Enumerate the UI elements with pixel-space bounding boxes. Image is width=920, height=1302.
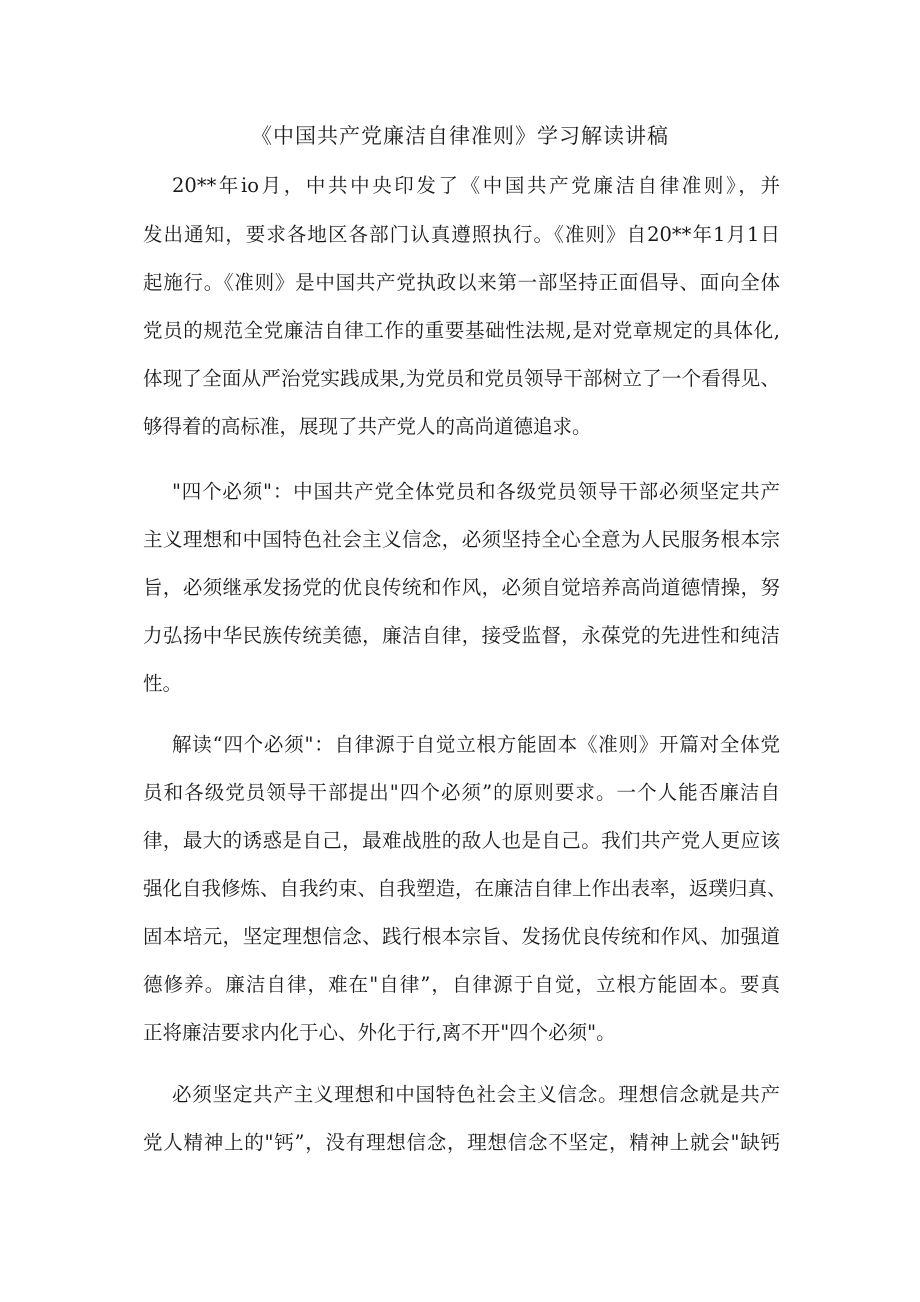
paragraph-3-line-2: 员和各级党员领导干部提出"四个必须”的原则要求。一个人能否廉洁自 bbox=[143, 781, 780, 804]
paragraph-1-line-4: 党员的规范全党廉洁自律工作的重要基础性法规,是对党章规定的具体化, bbox=[143, 319, 780, 342]
paragraph-4-line-2: 党人精神上的"钙”，没有理想信念，理想信念不坚定，精神上就会"缺钙 bbox=[143, 1131, 780, 1154]
paragraph-2-line-5: 性。 bbox=[143, 672, 183, 695]
paragraph-1-line-5: 体现了全面从严治党实践成果,为党员和党员领导干部树立了一个看得见、 bbox=[143, 367, 780, 390]
paragraph-2-line-2: 主义理想和中国特色社会主义信念，必须坚持全心全意为人民服务根本宗 bbox=[143, 528, 780, 551]
paragraph-1-line-1: 20**年io月，中共中央印发了《中国共产党廉洁自律准则》，并 bbox=[172, 174, 780, 197]
paragraph-3-line-3: 律，最大的诱惑是自己，最难战胜的敌人也是自己。我们共产党人更应该 bbox=[143, 829, 780, 852]
paragraph-2-line-4: 力弘扬中华民族传统美德，廉洁自律，接受监督，永葆党的先进性和纯洁 bbox=[143, 624, 780, 647]
paragraph-3-line-1: 解读“四个必须"：自律源于自觉立根方能固本《准则》开篇对全体党 bbox=[172, 733, 780, 756]
paragraph-2-line-3: 旨，必须继承发扬党的优良传统和作风，必须自觉培养高尚道德情操，努 bbox=[143, 576, 780, 599]
paragraph-3-line-4: 强化自我修炼、自我约束、自我塑造，在廉洁自律上作出表率，返璞归真、 bbox=[143, 877, 787, 900]
paragraph-4-line-1: 必须坚定共产主义理想和中国特色社会主义信念。理想信念就是共产 bbox=[172, 1083, 780, 1106]
paragraph-2-line-1: "四个必须"：中国共产党全体党员和各级党员领导干部必须坚定共产 bbox=[172, 480, 780, 503]
paragraph-1-line-3: 起施行。《准则》是中国共产党执政以来第一部坚持正面倡导、面向全体 bbox=[143, 271, 780, 294]
paragraph-3-line-7: 正将廉洁要求内化于心、外化于行,离不开"四个必须"。 bbox=[143, 1021, 616, 1044]
paragraph-1-line-2: 发出通知，要求各地区各部门认真遵照执行。《准则》自20**年1月1日 bbox=[143, 223, 780, 246]
document-title: 《中国共产党廉洁自律准则》学习解读讲稿 bbox=[251, 124, 669, 148]
paragraph-1-line-6: 够得着的高标准，展现了共产党人的高尚道德追求。 bbox=[143, 415, 592, 438]
paragraph-3-line-5: 固本培元，坚定理想信念、践行根本宗旨、发扬优良传统和作风、加强道 bbox=[143, 925, 780, 948]
paragraph-3-line-6: 德修养。廉洁自律，难在"自律”，自律源于自觉，立根方能固本。要真 bbox=[143, 973, 780, 996]
